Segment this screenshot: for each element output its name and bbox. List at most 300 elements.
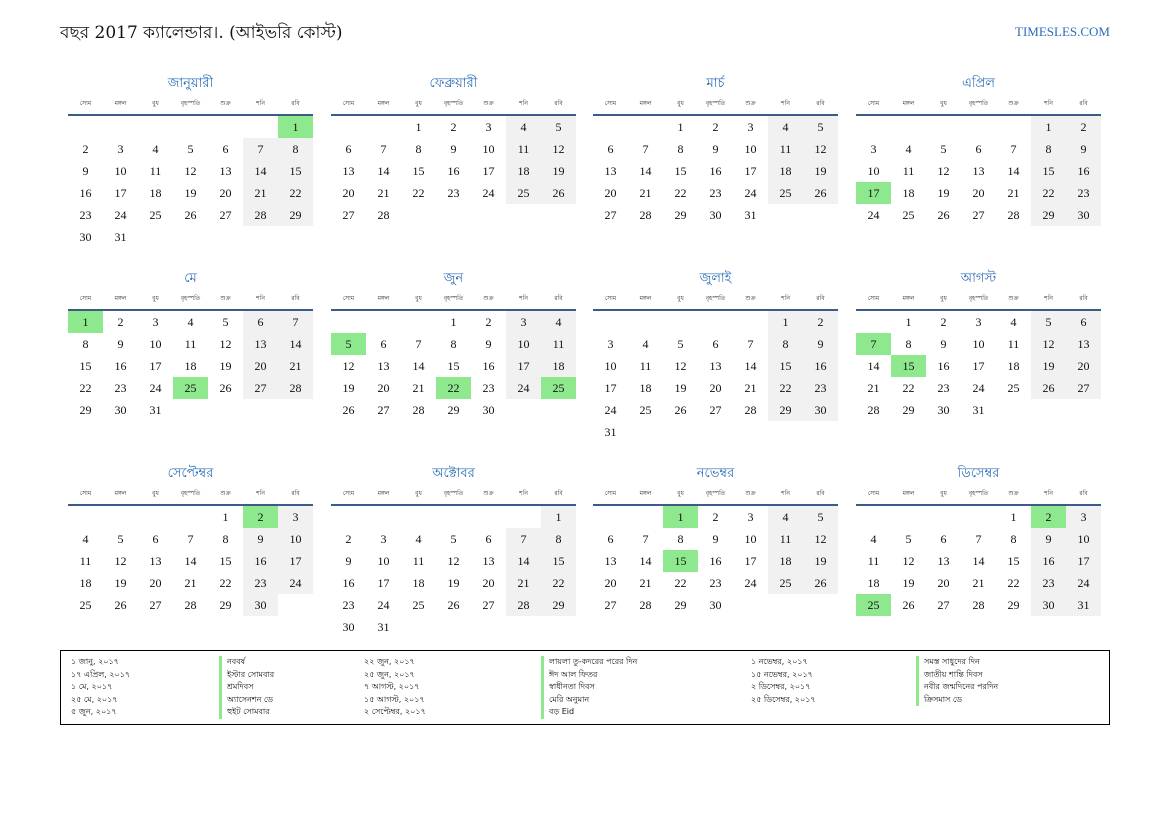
- empty-cell: [401, 506, 436, 528]
- day-grid: [331, 506, 576, 638]
- day-grid: [331, 311, 576, 421]
- weekday-label: শুক্র: [1008, 295, 1019, 302]
- day-cell: 14: [243, 160, 278, 182]
- day-cell: 23: [937, 381, 950, 395]
- day-cell: 1: [905, 315, 912, 329]
- day-cell: 25: [506, 182, 541, 204]
- weekday-label: শুক্র: [483, 295, 494, 302]
- weekday-label: মঙ্গল: [114, 490, 127, 497]
- empty-cell: [138, 506, 173, 528]
- day-cell: 10: [604, 359, 617, 373]
- day-cell: 10: [506, 333, 541, 355]
- day-cell: 12: [1031, 333, 1066, 355]
- day-cell: 18: [768, 550, 803, 572]
- day-cell: 17: [377, 576, 390, 590]
- day-cell: 3: [380, 532, 387, 546]
- weekday-label: বুধ: [415, 490, 422, 497]
- day-cell: 6: [712, 337, 719, 351]
- day-cell: 23: [803, 377, 838, 399]
- day-cell: 12: [342, 359, 355, 373]
- day-cell: 15: [541, 550, 576, 572]
- legend-holiday: লায়লা তু-কদরের পরের দিন: [549, 657, 638, 666]
- weekday-label: বৃহস্পতি: [443, 490, 464, 497]
- day-cell: 24: [1066, 572, 1101, 594]
- holiday-day: 15: [663, 550, 698, 572]
- empty-cell: [103, 506, 138, 528]
- month-7: [593, 269, 838, 443]
- day-cell: 29: [674, 208, 687, 222]
- day-cell: 17: [149, 359, 162, 373]
- day-cell: 20: [604, 186, 617, 200]
- day-cell: 16: [342, 576, 355, 590]
- weekday-label: বুধ: [677, 490, 684, 497]
- day-cell: 29: [902, 403, 915, 417]
- day-cell: 12: [937, 164, 950, 178]
- weekday-label: সোম: [342, 100, 355, 107]
- weekday-label: শনি: [256, 295, 265, 302]
- weekday-label: সোম: [867, 295, 880, 302]
- day-cell: 15: [219, 554, 232, 568]
- day-cell: 19: [541, 160, 576, 182]
- day-cell: 30: [114, 403, 127, 417]
- day-cell: 20: [1066, 355, 1101, 377]
- day-cell: 26: [447, 598, 460, 612]
- day-cell: 17: [1066, 550, 1101, 572]
- day-cell: 27: [972, 208, 985, 222]
- day-cell: 29: [278, 204, 313, 226]
- weekday-label: সোম: [79, 100, 92, 107]
- day-cell: 8: [541, 528, 576, 550]
- weekday-label: শুক্র: [745, 100, 756, 107]
- day-grid: [856, 116, 1101, 226]
- day-cell: 5: [677, 337, 684, 351]
- weekday-label: বুধ: [152, 100, 159, 107]
- holiday-day: 2: [1031, 506, 1066, 528]
- day-cell: 7: [975, 532, 982, 546]
- day-cell: 25: [639, 403, 652, 417]
- legend-dates: [751, 656, 816, 706]
- legend-date: ২২ জুন, ২০১৭: [364, 657, 415, 666]
- day-cell: 8: [450, 337, 457, 351]
- day-cell: 8: [1031, 138, 1066, 160]
- day-cell: 7: [506, 528, 541, 550]
- weekday-label: শনি: [256, 100, 265, 107]
- day-cell: 22: [278, 182, 313, 204]
- day-cell: 12: [674, 359, 687, 373]
- day-cell: 6: [1066, 311, 1101, 333]
- day-cell: 2: [345, 532, 352, 546]
- day-cell: 16: [709, 164, 722, 178]
- weekday-label: শুক্র: [483, 100, 494, 107]
- day-cell: 1: [1031, 116, 1066, 138]
- holiday-day: 1: [278, 116, 313, 138]
- day-cell: 7: [415, 337, 422, 351]
- day-cell: 12: [447, 554, 460, 568]
- day-cell: 11: [867, 554, 880, 568]
- holiday-day: 5: [331, 333, 366, 355]
- empty-cell: [401, 311, 436, 333]
- day-cell: 9: [117, 337, 124, 351]
- legend-names: [916, 656, 998, 706]
- day-cell: 19: [184, 186, 197, 200]
- legend-holiday: জাতীয় শান্তি দিবস: [924, 669, 983, 679]
- day-cell: 4: [415, 532, 422, 546]
- empty-cell: [366, 506, 401, 528]
- day-cell: 14: [867, 359, 880, 373]
- day-cell: 15: [768, 355, 803, 377]
- day-cell: 9: [450, 142, 457, 156]
- holiday-day: 25: [856, 594, 891, 616]
- day-cell: 11: [768, 138, 803, 160]
- day-cell: 24: [744, 576, 757, 590]
- empty-cell: [366, 311, 401, 333]
- day-cell: 2: [940, 315, 947, 329]
- holiday-day: 1: [68, 311, 103, 333]
- day-cell: 4: [506, 116, 541, 138]
- day-cell: 7: [278, 311, 313, 333]
- empty-cell: [68, 116, 103, 138]
- empty-cell: [733, 311, 768, 333]
- weekday-label: বুধ: [152, 490, 159, 497]
- day-cell: 22: [79, 381, 92, 395]
- day-cell: 5: [117, 532, 124, 546]
- day-cell: 10: [744, 532, 757, 546]
- day-cell: 31: [972, 403, 985, 417]
- day-cell: 19: [219, 359, 232, 373]
- legend-holiday: নববর্ষ: [227, 657, 246, 666]
- day-cell: 26: [184, 208, 197, 222]
- day-cell: 2: [117, 315, 124, 329]
- day-cell: 14: [744, 359, 757, 373]
- day-cell: 17: [972, 359, 985, 373]
- day-cell: 25: [412, 598, 425, 612]
- day-grid: [593, 116, 838, 226]
- day-cell: 29: [768, 399, 803, 421]
- empty-cell: [891, 116, 926, 138]
- weekday-label: সোম: [79, 295, 92, 302]
- weekday-label: বৃহস্পতি: [443, 295, 464, 302]
- empty-cell: [996, 116, 1031, 138]
- empty-cell: [663, 311, 698, 333]
- day-cell: 7: [642, 142, 649, 156]
- day-cell: 11: [79, 554, 92, 568]
- weekday-label: বৃহস্পতি: [968, 490, 989, 497]
- day-cell: 22: [674, 186, 687, 200]
- day-cell: 24: [278, 572, 313, 594]
- day-cell: 1: [450, 315, 457, 329]
- day-cell: 22: [1031, 182, 1066, 204]
- weekday-label: শুক্র: [745, 295, 756, 302]
- empty-cell: [628, 506, 663, 528]
- day-cell: 24: [744, 186, 757, 200]
- weekday-label: সোম: [342, 490, 355, 497]
- weekday-label: শনি: [256, 490, 265, 497]
- holiday-day: 15: [891, 355, 926, 377]
- day-cell: 19: [902, 576, 915, 590]
- legend-holiday: অ্যাসেনশন ডে: [227, 694, 274, 704]
- day-cell: 31: [149, 403, 162, 417]
- day-cell: 16: [79, 186, 92, 200]
- day-cell: 31: [744, 208, 757, 222]
- empty-cell: [68, 506, 103, 528]
- day-cell: 5: [450, 532, 457, 546]
- day-cell: 8: [82, 337, 89, 351]
- day-cell: 28: [506, 594, 541, 616]
- empty-cell: [856, 116, 891, 138]
- day-cell: 12: [803, 138, 838, 160]
- day-cell: 26: [803, 572, 838, 594]
- day-cell: 7: [747, 337, 754, 351]
- weekday-label: বুধ: [677, 100, 684, 107]
- day-cell: 29: [1007, 598, 1020, 612]
- day-cell: 26: [114, 598, 127, 612]
- day-cell: 11: [768, 528, 803, 550]
- day-cell: 3: [975, 315, 982, 329]
- day-cell: 31: [377, 620, 390, 634]
- day-cell: 27: [937, 598, 950, 612]
- day-cell: 29: [674, 598, 687, 612]
- day-cell: 22: [902, 381, 915, 395]
- day-cell: 16: [709, 554, 722, 568]
- day-cell: 10: [114, 164, 127, 178]
- day-cell: 13: [482, 554, 495, 568]
- day-cell: 8: [768, 333, 803, 355]
- day-cell: 23: [1031, 572, 1066, 594]
- legend-date: ৭ আগস্ট, ২০১৭: [364, 682, 420, 691]
- day-cell: 20: [482, 576, 495, 590]
- legend-holiday: হুইট সোমবার: [227, 707, 270, 716]
- day-cell: 6: [607, 142, 614, 156]
- weekday-label: রবি: [554, 100, 563, 107]
- weekday-header: [593, 486, 838, 506]
- day-cell: 3: [607, 337, 614, 351]
- empty-cell: [331, 506, 366, 528]
- day-cell: 26: [674, 403, 687, 417]
- weekday-label: বুধ: [940, 295, 947, 302]
- weekday-label: মঙ্গল: [902, 100, 915, 107]
- site-link[interactable]: TIMESLES.COM: [1015, 24, 1110, 39]
- day-cell: 10: [377, 554, 390, 568]
- day-cell: 28: [278, 377, 313, 399]
- day-cell: 25: [902, 208, 915, 222]
- holiday-legend: [60, 650, 1110, 725]
- weekday-label: সোম: [867, 490, 880, 497]
- weekday-header: [68, 486, 313, 506]
- day-cell: 13: [243, 333, 278, 355]
- day-cell: 30: [482, 403, 495, 417]
- day-cell: 27: [709, 403, 722, 417]
- day-grid: [68, 116, 313, 248]
- holiday-day: 22: [436, 377, 471, 399]
- day-cell: 12: [541, 138, 576, 160]
- day-cell: 18: [184, 359, 197, 373]
- day-cell: 16: [803, 355, 838, 377]
- day-cell: 9: [243, 528, 278, 550]
- day-cell: 5: [803, 506, 838, 528]
- day-cell: 11: [639, 359, 652, 373]
- day-cell: 20: [219, 186, 232, 200]
- day-cell: 23: [114, 381, 127, 395]
- day-grid: [331, 116, 576, 226]
- day-cell: 14: [506, 550, 541, 572]
- month-9: [68, 464, 313, 616]
- weekday-label: বুধ: [415, 100, 422, 107]
- empty-cell: [366, 116, 401, 138]
- day-cell: 9: [712, 532, 719, 546]
- weekday-label: সোম: [867, 100, 880, 107]
- day-cell: 21: [639, 186, 652, 200]
- day-cell: 23: [243, 572, 278, 594]
- day-cell: 14: [639, 164, 652, 178]
- day-cell: 24: [149, 381, 162, 395]
- day-cell: 23: [447, 186, 460, 200]
- day-cell: 3: [278, 506, 313, 528]
- legend-date: ১ মে, ২০১৭: [71, 682, 113, 691]
- day-cell: 27: [604, 208, 617, 222]
- day-cell: 19: [674, 381, 687, 395]
- day-cell: 21: [744, 381, 757, 395]
- day-cell: 27: [149, 598, 162, 612]
- legend-date: ২৫ ডিসেম্বর, ২০১৭: [751, 694, 816, 704]
- day-cell: 20: [377, 381, 390, 395]
- day-cell: 9: [1066, 138, 1101, 160]
- weekday-label: বৃহস্পতি: [443, 100, 464, 107]
- day-cell: 20: [243, 355, 278, 377]
- day-cell: 4: [768, 506, 803, 528]
- day-cell: 13: [937, 554, 950, 568]
- day-cell: 11: [412, 554, 425, 568]
- day-cell: 2: [82, 142, 89, 156]
- day-cell: 10: [867, 164, 880, 178]
- day-cell: 17: [744, 164, 757, 178]
- day-cell: 9: [1031, 528, 1066, 550]
- day-cell: 17: [278, 550, 313, 572]
- day-cell: 18: [1007, 359, 1020, 373]
- day-cell: 8: [415, 142, 422, 156]
- empty-cell: [698, 311, 733, 333]
- day-cell: 24: [482, 186, 495, 200]
- day-cell: 27: [219, 208, 232, 222]
- empty-cell: [506, 506, 541, 528]
- legend-holiday: নবীর জন্মদিনের পরদিন: [924, 682, 999, 691]
- day-cell: 4: [870, 532, 877, 546]
- day-cell: 30: [1066, 204, 1101, 226]
- day-cell: 27: [243, 377, 278, 399]
- day-cell: 19: [803, 160, 838, 182]
- weekday-label: রবি: [554, 490, 563, 497]
- holiday-day: 25: [173, 377, 208, 399]
- day-cell: 30: [709, 208, 722, 222]
- day-cell: 24: [972, 381, 985, 395]
- day-cell: 24: [867, 208, 880, 222]
- day-cell: 22: [768, 377, 803, 399]
- weekday-label: রবি: [291, 100, 300, 107]
- day-cell: 26: [541, 182, 576, 204]
- day-cell: 1: [677, 120, 684, 134]
- month-name: জুলাই: [699, 271, 732, 286]
- day-cell: 27: [604, 598, 617, 612]
- day-cell: 21: [377, 186, 390, 200]
- day-cell: 22: [1007, 576, 1020, 590]
- day-cell: 31: [1066, 594, 1101, 616]
- weekday-label: বৃহস্পতি: [180, 490, 201, 497]
- empty-cell: [208, 116, 243, 138]
- weekday-label: শুক্র: [483, 490, 494, 497]
- day-cell: 5: [940, 142, 947, 156]
- day-cell: 15: [412, 164, 425, 178]
- day-cell: 26: [937, 208, 950, 222]
- day-cell: 2: [450, 120, 457, 134]
- day-cell: 24: [114, 208, 127, 222]
- weekday-label: শুক্র: [220, 490, 231, 497]
- day-cell: 13: [342, 164, 355, 178]
- weekday-label: শনি: [781, 295, 790, 302]
- legend-date: ১৫ নভেম্বর, ২০১৭: [751, 669, 813, 679]
- day-cell: 30: [937, 403, 950, 417]
- day-cell: 15: [1007, 554, 1020, 568]
- month-name: ফেব্রুয়ারী: [429, 76, 478, 91]
- weekday-label: শুক্র: [745, 490, 756, 497]
- weekday-label: সোম: [342, 295, 355, 302]
- day-cell: 13: [604, 554, 617, 568]
- month-name: জুন: [443, 271, 464, 286]
- day-cell: 6: [380, 337, 387, 351]
- month-8: [856, 269, 1101, 421]
- empty-cell: [961, 116, 996, 138]
- day-cell: 25: [79, 598, 92, 612]
- weekday-label: শনি: [781, 490, 790, 497]
- weekday-label: সোম: [604, 100, 617, 107]
- day-cell: 19: [937, 186, 950, 200]
- day-cell: 10: [482, 142, 495, 156]
- day-grid: [856, 506, 1101, 616]
- weekday-label: রবি: [291, 490, 300, 497]
- day-cell: 11: [184, 337, 197, 351]
- weekday-header: [856, 96, 1101, 116]
- month-2: [331, 74, 576, 226]
- day-cell: 17: [506, 355, 541, 377]
- month-name: আগস্ট: [960, 271, 997, 286]
- legend-date: ১৫ আগস্ট, ২০১৭: [364, 694, 425, 704]
- weekday-label: রবি: [1079, 490, 1088, 497]
- day-cell: 5: [541, 116, 576, 138]
- legend-date: ২ ডিসেম্বর, ২০১৭: [751, 682, 811, 691]
- day-cell: 28: [243, 204, 278, 226]
- day-cell: 4: [905, 142, 912, 156]
- day-cell: 13: [972, 164, 985, 178]
- day-cell: 28: [639, 208, 652, 222]
- weekday-header: [856, 291, 1101, 311]
- month-name: মে: [184, 271, 197, 286]
- day-cell: 31: [604, 425, 617, 439]
- weekday-label: রবি: [816, 295, 825, 302]
- weekday-label: মঙ্গল: [377, 100, 390, 107]
- month-name: নভেম্বর: [696, 466, 735, 481]
- day-cell: 18: [639, 381, 652, 395]
- day-cell: 7: [380, 142, 387, 156]
- day-cell: 5: [905, 532, 912, 546]
- day-cell: 27: [1066, 377, 1101, 399]
- weekday-label: বুধ: [152, 295, 159, 302]
- day-cell: 2: [712, 510, 719, 524]
- empty-cell: [471, 506, 506, 528]
- day-cell: 18: [412, 576, 425, 590]
- day-cell: 29: [219, 598, 232, 612]
- weekday-label: শনি: [1044, 490, 1053, 497]
- day-cell: 13: [377, 359, 390, 373]
- day-cell: 17: [482, 164, 495, 178]
- empty-cell: [593, 116, 628, 138]
